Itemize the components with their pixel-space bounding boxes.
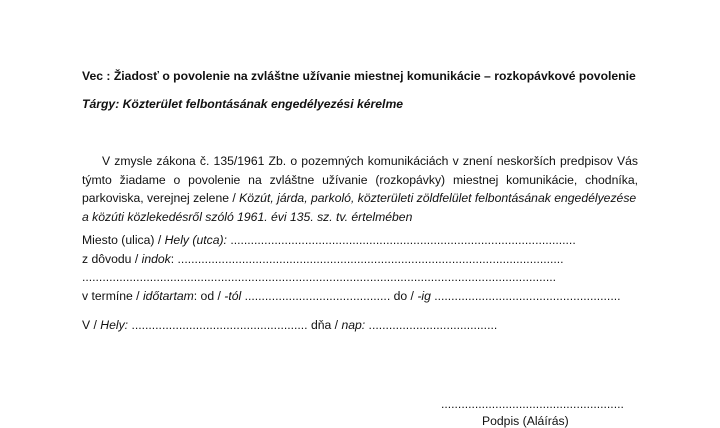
location-field <box>82 233 576 247</box>
place-label-hu: Hely: <box>100 318 129 332</box>
subject-line-sk: Vec : Žiadosť o povolenie na zvláštne užívanie miestnej komunikácie – rozkopávkové povolenie <box>82 69 636 83</box>
signature-label: Podpis (Aláírás) <box>482 414 569 428</box>
place-label-sk: V / <box>82 318 101 332</box>
reason-label-sk: z dôvodu / <box>82 252 142 266</box>
term-label-sk: v termíne / <box>82 289 143 303</box>
paragraph-line-4: a közúti közlekedésről szóló 1961. évi 135. sz. tv. értelmében <box>82 209 413 224</box>
term-from-blank: ........................................... <box>241 289 394 303</box>
signature-line: ...................................................... <box>441 397 624 411</box>
place-blank: .................................................... <box>128 318 311 332</box>
term-label-hu: időtartam <box>142 289 194 303</box>
location-blank: ...................................................................................................... <box>226 233 576 247</box>
subject-line-hu: Tárgy: Közterület felbontásának engedélyezési kérelme <box>82 97 404 111</box>
date-label-sk: dňa / <box>310 318 342 332</box>
reason-blank: .................................................................................................................. <box>174 252 564 266</box>
place-date-field <box>82 318 497 332</box>
paragraph-line-3: parkoviska, verejnej zelene / Közút, járda, parkoló, közterületi zöldfelület felbontásának engedélyezése <box>82 191 637 205</box>
location-label-sk: Miesto (ulica) / <box>82 233 165 247</box>
request-paragraph <box>82 152 638 226</box>
term-to-blank: ....................................................... <box>430 289 621 303</box>
date-label-hu: nap: <box>341 318 366 332</box>
paragraph-line-1: V zmysle zákona č. 135/1961 Zb. o pozemných komunikáciách v znení neskorších predpisov Vás <box>102 154 638 168</box>
reason-field: z dôvodu / indok: .................................................................................................................. <box>82 252 564 266</box>
reason-label-hu: indok <box>141 252 171 266</box>
date-blank: ...................................... <box>365 318 498 332</box>
reason-blank-line: ............................................................................................................................................ <box>82 270 557 284</box>
term-field: v termíne / időtartam: od / -tól ........................................... do / -ig ....................................................... <box>82 289 621 303</box>
paragraph-line-2: týmto žiadame o povolenie na zvláštne užívanie (rozkopávky) miestnej komunikácie, chodníka, <box>82 172 638 187</box>
location-label-hu: Hely (utca): <box>164 233 227 247</box>
